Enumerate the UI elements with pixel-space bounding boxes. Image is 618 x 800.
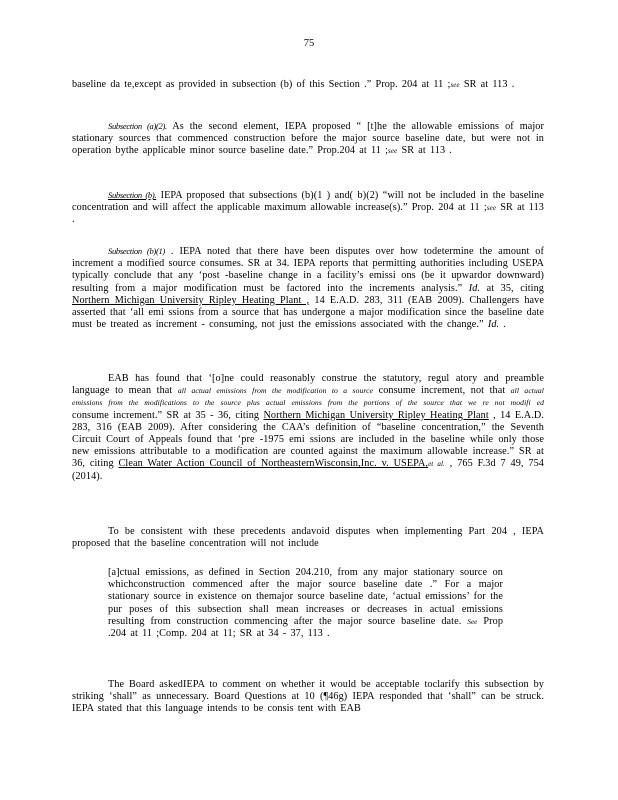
subsection-heading: Subsection (a)(2). <box>108 121 167 131</box>
paragraph-eab-findings: EAB has found that ‘[o]ne could reasonably construe the statutory, regul atory and preamble language to mean that all actual emissions from the modification to a source consume increment, not that all actual emissions from the modifications to the source plus actual emissions from the portions of the source that we re not modifi ed consume increment.” SR at 35 - 36, citing Northern Michigan University Ripley Heating Plant , 14 E.A.D. 283, 316 (EAB 2009). After considering the CAA’s definition of “baseline concentration,” the Seventh Circuit Court of Appeals found that ‘pre -1975 emi ssions are included in the baseline while only those new emissions attributable to a modification are counted against the maximum allowable increase.” SR at 36, citing Clean Water Action Council of NortheasternWisconsin,Inc. v. USEPA,et al. , 765 F.3d 7 49, 754 (2014). <box>72 373 545 482</box>
see-signal: see <box>486 204 497 213</box>
id-citation: Id. <box>487 319 500 331</box>
paragraph-board-question: The Board askedIEPA to comment on whether it would be acceptable toclarify this subsection by striking ‘shall” as unnecessary. Board Questions at 10 (¶46g) IEPA responded that ‘shall” can be struck. IEPA stated that this language intends to be consis tent with EAB <box>72 679 544 715</box>
italic-quote: all actual emissions from the modifications to the source plus actual emissions from the portions of the source that we re not modifi ed <box>72 386 545 408</box>
see-signal: see <box>450 81 460 89</box>
paragraph-subsection-b: Subsection (b). IEPA proposed that subsections (b)(1 ) and( b)(2) “will not be included in the baseline concentration and will affect the applicable maximum allowable increase(s).” Prop. 204 at 11 ;see SR at 113 . <box>72 190 544 226</box>
paragraph-subsection-b1: Subsection (b)(1) . IEPA noted that there have been disputes over how todetermine the amount of increment a modified source consumes. SR at 34. IEPA reports that permitting authorities including USEPA typically conclude that any ‘post -baseline change in a facility’s emissi ons (be it upwardor downward) resulting from a major modification must be factored into the increments analysis.” Id. at 35, citing Northern Michigan University Ripley Heating Plant , 14 E.A.D. 283, 311 (EAB 2009). Challengers have asserted that ‘all emi ssions from a source that has undergone a major modification since the baseline date must be treated as increment - consuming, not just the emissions associated with the change.” Id. . <box>72 246 544 331</box>
paragraph-consistency: To be consistent with these precedents andavoid disputes when implementing Part 204 , IEPA proposed that the baseline concentration will not include <box>72 526 544 550</box>
subsection-heading: Subsection (b)(1) <box>108 246 165 256</box>
block-quote: [a]ctual emissions, as defined in Section 204.210, from any major stationary source on whichconstruction commenced after the major source baseline date .” For a major stationary source in existence on themajor source baseline date, ‘actual emissions’ for the pur poses of this subsection shall mean increases or decreases in actual emissions resulting from construction commencing after the major source baseline date. See Prop .204 at 11 ;Comp. 204 at 11; SR at 34 - 37, 113 . <box>108 567 504 640</box>
see-signal: see <box>388 147 398 156</box>
subsection-heading: Subsection (b). <box>108 190 157 200</box>
et-al: et al. <box>428 460 445 469</box>
italic-quote: all actual emissions from the modification to a source <box>177 386 374 396</box>
see-signal: See <box>467 617 478 626</box>
page-number: 75 <box>303 38 315 49</box>
case-citation: Northern Michigan University Ripley Heating Plant , <box>72 294 310 306</box>
paragraph-subsection-a2: Subsection (a)(2). As the second element, IEPA proposed “ [t]he the allowable emissions of major stationary sources that commenced construction before the major source baseline date, but were not in operation bythe applicable minor source baseline date.” Prop.204 at 11 ;see SR at 113 . <box>72 121 544 157</box>
paragraph-baseline-date: baseline da te,except as provided in subsection (b) of this Section .” Prop. 204 at 11 ;see SR at 113 . <box>72 79 515 90</box>
case-citation: Northern Michigan University Ripley Heating Plant <box>263 409 489 421</box>
id-citation: Id. <box>468 282 481 294</box>
case-citation: Clean Water Action Council of NortheasternWisconsin,Inc. v. USEPA, <box>118 458 429 470</box>
